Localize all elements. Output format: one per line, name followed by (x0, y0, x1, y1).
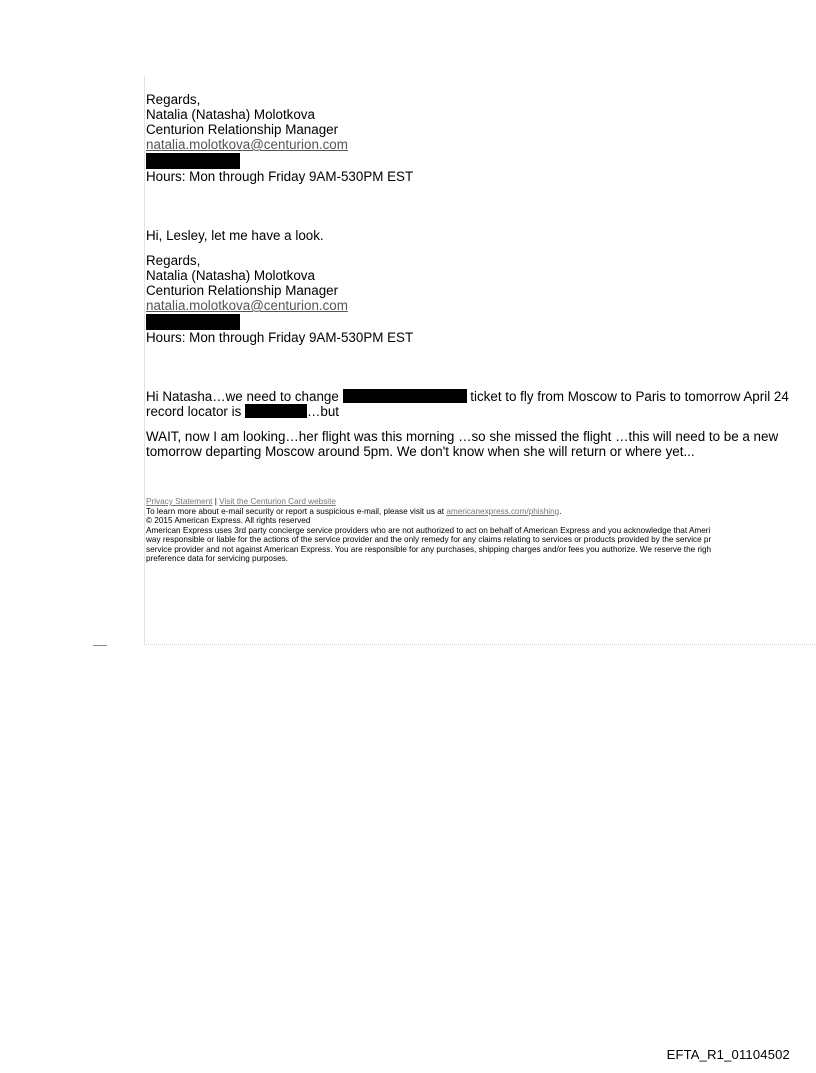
document-id: EFTA_R1_01104502 (666, 1047, 790, 1062)
signature-name: Natalia (Natasha) Molotkova (146, 107, 315, 122)
footer-disclaimer-2: way responsible or liable for the actions of the service provider and the only remedy for any claims relating to services or products provided by the service pr (146, 535, 712, 544)
redacted-phone (146, 314, 240, 330)
page-mark (93, 645, 107, 646)
signature-hours: Hours: Mon through Friday 9AM-530PM EST (146, 330, 414, 345)
signature-regards: Regards, (146, 253, 201, 268)
footer-copyright: © 2015 American Express. All rights reserved (146, 516, 311, 525)
signature-title: Centurion Relationship Manager (146, 122, 339, 137)
signature-regards: Regards, (146, 92, 201, 107)
request-paragraph-2-line-2: tomorrow departing Moscow around 5pm. We don't know when she will return or where yet... (146, 444, 695, 459)
request-paragraph-2-line-1: WAIT, now I am looking…her flight was this morning …so she missed the flight …this will need to be a new (146, 429, 779, 444)
request-line-1: Hi Natasha…we need to change ticket to fly from Moscow to Paris to tomorrow April 24 (146, 389, 789, 404)
privacy-statement-link[interactable]: Privacy Statement (146, 497, 213, 506)
redacted-phone (146, 153, 240, 169)
signature-email-link[interactable]: natalia.molotkova@centurion.com (146, 137, 348, 152)
phishing-link[interactable]: americanexpress.com/phishing (446, 506, 560, 516)
footer-disclaimer-3: service provider and not against American Express. You are responsible for any purchases, shipping charges and/or fees you authorize. We reserve the righ (146, 544, 712, 554)
email-body (146, 92, 816, 564)
redacted-record-locator (245, 404, 307, 418)
centurion-website-link[interactable]: Visit the Centurion Card website (219, 497, 336, 506)
signature-hours: Hours: Mon through Friday 9AM-530PM EST (146, 169, 414, 184)
reply-message: Hi, Lesley, let me have a look. (146, 228, 324, 243)
redacted-passenger-name (343, 389, 467, 403)
signature-name: Natalia (Natasha) Molotkova (146, 268, 315, 283)
footer-security: To learn more about e-mail security or report a suspicious e-mail, please visit us at americanexpress.com/phishing. (146, 506, 562, 516)
signature-email-link[interactable]: natalia.molotkova@centurion.com (146, 298, 348, 313)
footer-disclaimer-1: American Express uses 3rd party concierge service providers who are not authorized to act on behalf of American Express and you acknowledge that Ameri (146, 525, 711, 535)
footer-disclaimer-4: preference data for servicing purposes. (146, 554, 288, 563)
signature-title: Centurion Relationship Manager (146, 283, 339, 298)
request-line-2: record locator is …but (146, 404, 340, 419)
footer-links: Privacy Statement | Visit the Centurion Card website (146, 497, 336, 506)
